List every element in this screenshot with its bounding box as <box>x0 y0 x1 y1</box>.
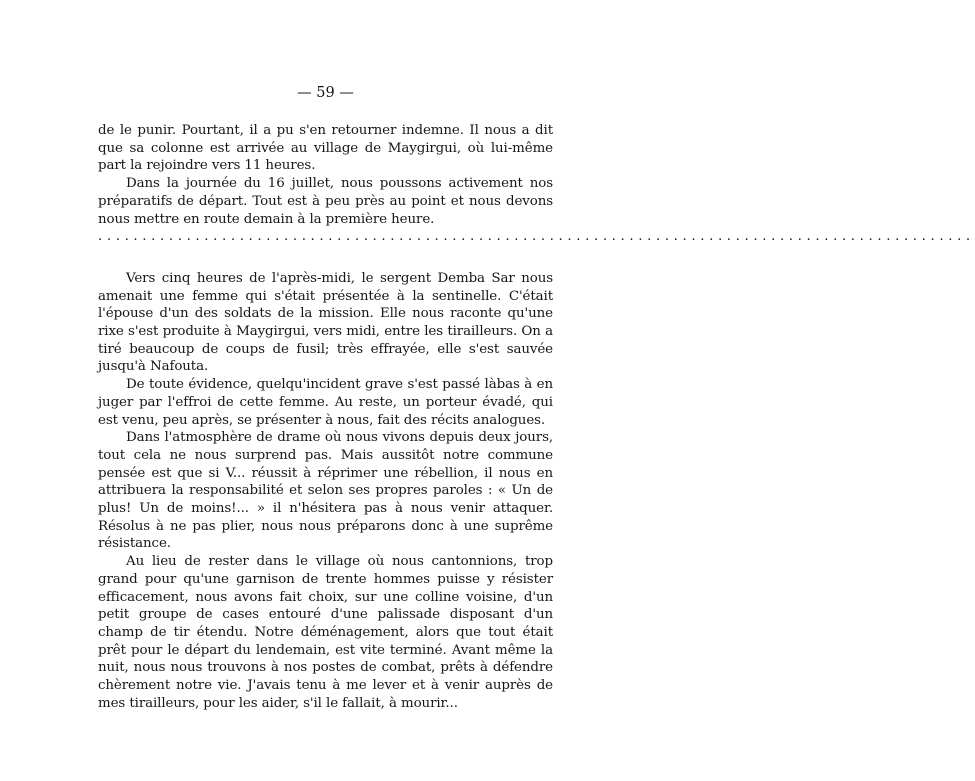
paragraph-6: Au lieu de rester dans le village où nous cantonnions, trop grand pour qu'une garnison de trente hommes puisse y résister efficacement, nous avons fait choix, sur une colline voisine, d'un petit groupe de cases entouré d'une palissade disposant d'un champ de tir étendu. Notre déménagement, alors que tout était prêt pour le départ du lendemain, est vite terminé. Avant même la nuit, nous nous trouvons à nos postes de combat, prêts à défendre chèrement notre vie. J'avais tenu à me lever et à venir auprès de mes tirailleurs, pour les aider, s'il le fallait, à mourir... <box>98 554 553 711</box>
paragraph-5: Dans l'atmosphère de drame où nous vivons depuis deux jours, tout cela ne nous surprend pas. Mais aussitôt notre commune pensée est que si V... réussit à réprimer une rébellion, il nous en attribuera la responsabilité et selon ses propres paroles : « Un de plus! Un de moins!... » il n'hésitera pas à nous venir attaquer. Résolus à ne pas plier, nous nous préparons donc à une suprême résistance. <box>98 430 553 552</box>
paragraph-4: De toute évidence, quelqu'incident grave s'est passé làbas à en juger par l'effroi de cette femme. Au reste, un porteur évadé, qui est venu, peu après, se présenter à nous, fait des récits analogues. <box>98 377 553 428</box>
section-separator-dots: ................................................................................................... <box>98 229 975 245</box>
paragraph-2: Dans la journée du 16 juillet, nous poussons activement nos préparatifs de départ. Tout est à peu près au point et nous devons nous mettre en route demain à la première heure. <box>98 176 553 227</box>
paragraph-3: Vers cinq heures de l'après-midi, le sergent Demba Sar nous amenait une femme qui s'était présentée à la sentinelle. C'était l'épouse d'un des soldats de la mission. Elle nous raconte qu'une rixe s'est produite à Maygirgui, vers midi, entre les tirailleurs. On a tiré beaucoup de coups de fusil; très effrayée, elle s'est sauvée jusqu'à Nafouta. <box>98 270 553 375</box>
page-number: — 59 — <box>297 85 354 101</box>
book-page <box>98 84 975 712</box>
paragraph-1: de le punir. Pourtant, il a pu s'en retourner indemne. Il nous a dit que sa colonne est arrivée au village de Maygirgui, où lui-même part la rejoindre vers 11 heures. <box>98 123 553 174</box>
